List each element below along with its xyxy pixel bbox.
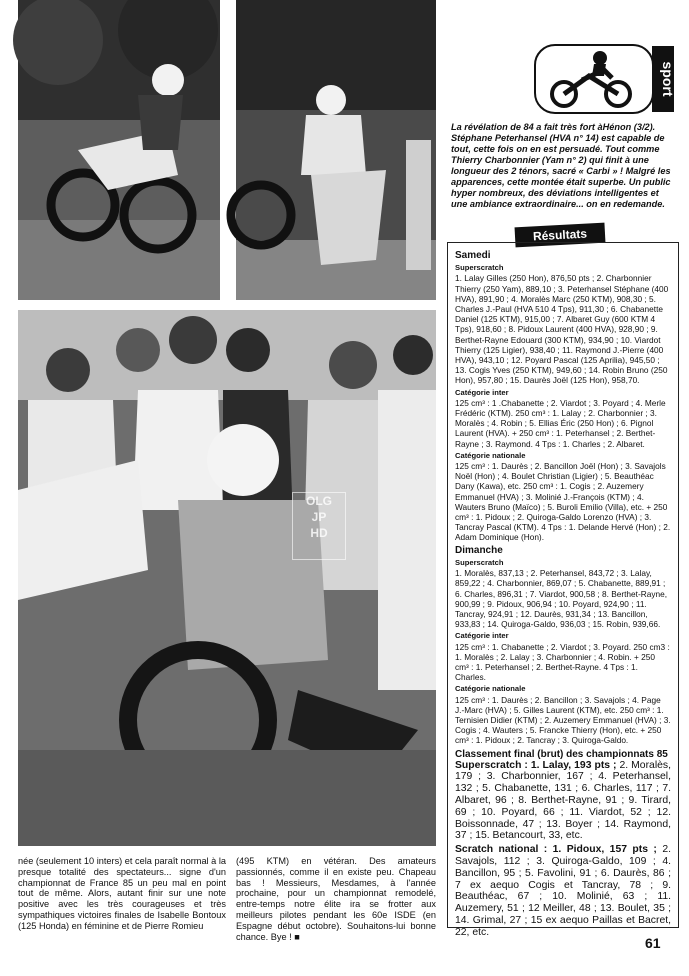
category-label: Superscratch <box>455 557 504 567</box>
category-label: Catégorie nationale <box>455 684 526 694</box>
final-national: Scratch national : 1. Pidoux, 157 pts ; 2. Savajols, 112 ; 3. Quiroga-Galdo, 109 ; 4. Bancillon, 95 ; 5. Favolini, 91 ; 6. Daurès, 86 ; 7 ex aequo Cogis et Tancray, 78 ; 9. Beauthéac, 67 ; 10. Molinié, 63 ; 11. Auzemery, 51 ; 12 Meiller, 48 ; 13. Boulet, 35 ; 14. Grimal, 27 ; 15 ex aequo Paillas et Bacret, 22, etc. <box>455 844 671 938</box>
results-text: 125 cm³ : 1. Chabanette ; 2. Viardot ; 3. Poyard. 250 cm3 : 1. Moralès ; 2. Lalay ; 3. Charbonnier ; 4. Robin. + 250 cm³ : 1. Peterhansel ; 2. Berthet-Rayne. 4 Tps : 1. Charles. <box>455 641 670 683</box>
final-standings-title: Classement final (brut) des championnats 85 <box>455 748 668 760</box>
results-text: 1. Moralès, 837,13 ; 2. Peterhansel, 843,72 ; 3. Lalay, 859,22 ; 4. Charbonnier, 869,07 ; 5. Chabanette, 889,91 ; 6. Charles, 896,31 ; 7. Viardot, 900,58 ; 8. Berthet-Rayne, 900,99 ; 9. Pidoux, 906,94 ; 10. Poyard, 924,90 ; 11. Tancray, 924,91 ; 12. Daurès, 931,34 ; 13. Bancillon, 933,83 ; 14. Quiroga-Galdo, 936,03 ; 15. Robin, 939,66. <box>455 568 668 630</box>
page-number: 61 <box>645 935 661 951</box>
category-label: Catégorie nationale <box>455 450 526 460</box>
final-superscratch: Superscratch : 1. Lalay, 193 pts ; 2. Moralès, 179 ; 3. Charbonnier, 167 ; 4. Peterhansel, 132 ; 5. Chabanette, 131 ; 6. Charles, 117 ; 7. Albaret, 96 ; 8. Berthet-Rayne, 91 ; 9. Tirard, 69 ; 10. Poyard, 66 ; 11. Viardot, 52 ; 12. Boissonnade, 47 ; 13. Boyer ; 14. Raymond, 37 ; 15. Betancourt, 33, etc. <box>455 759 671 842</box>
results-text: 125 cm³ : 1. Daurès ; 2. Bancillon Joël (Hon) ; 3. Savajols Noël (Hon) ; 4. Boulet Christian (Ligier) ; 5. Beauthéac Dany (Kawa), etc. 250 cm³ : 1. Cogis ; 2. Auzemery Emmanuel (HVA) ; 3. Molinié J.-François (KTM) ; 4. Wauters Bruno (Maïco) ; 5. Buroli Emilio (Villa), etc. + 250 cm³ : 1. Pidoux ; 2. Quiroga-Galdo Lorenzo (HVA) ; 3. Tancray Pascal (KTM). 4 Tps : 1. Delande Hervé (Hon) ; 2. Adam Dominique (Hon). <box>455 461 671 543</box>
sport-label: sport <box>660 61 676 97</box>
results-text: 1. Lalay Gilles (250 Hon), 876,50 pts ; 2. Charbonnier Thierry (250 Yam), 889,10 ; 3. Peterhansel Stéphane (400 HVA), 891,90 ; 4. Moralès Marc (250 KTM), 908,30 ; 5. Charles J.-Paul (HVA 510 4 Tps), 911,30 ; 6. Chabanette Daniel (125 KTM), 915,00 ; 7. Albaret Guy (600 KTM 4 Tps), 918,60 ; 8. Pidoux Laurent (400 HVA), 928,90 ; 9. Berthet-Rayne Edouard (300 KTM), 934,90 ; 10. Viardot Thierry (125 Ligier), 938,40 ; 11. Raymond J.-Pierre (400 HVA), 943,10 ; 12. Poyard Pascal (125 Aprilia), 945,50 ; 13. Cogis Yves (250 KTM), 949,60 ; 14. Robin Bruno (250 Hon), 957,80 ; 15. Daurès Joël (125 Hon), 958,70. <box>455 273 669 386</box>
end-mark-icon: ■ <box>294 931 300 942</box>
results-text: 125 cm³ : 1. Daurès ; 2. Bancillon ; 3. Savajols ; 4. Page J.-Marc (HVA) ; 5. Gilles Laurent (KTM), etc. 250 cm³ : 1. Ternisien Didier (KTM) ; 2. Auzemery Emmanuel (HVA) ; 3. Cogis ; 4. Wauters ; 5. Francke Thierry (Hon), etc. + 250 cm³ : 1. Pidoux ; 2. Tancray ; 3. Quiroga-Galdo. <box>455 694 671 746</box>
results-text: 125 cm³ : 1 .Chabanette ; 2. Viardot ; 3. Poyard ; 4. Merle Frédéric (KTM). 250 cm³ : 1. Lalay ; 2. Charbonnier ; 3. Moralès ; 4. Robin ; 5. Ellias Éric (250 Hon) ; 6. Pignol Laurent (HVA). + 250 cm³ : 1. Peterhansel ; 2. Berthet-Rayne ; 3. Raymond. 4 Tps : 1. Charles ; 2. Albaret. <box>455 397 666 449</box>
day-dimanche: Dimanche <box>455 544 503 556</box>
category-label: Superscratch <box>455 263 504 273</box>
photo-caption: La révélation de 84 a fait très fort àHénon (3/2). Stéphane Peterhansel (HVA n° 14) est capable de tout, cette fois on en est persuadé. Tout comme Thierry Charbonnier (Yam n° 2) qui finit à une longueur des 2 ténors, sacré « Carbi » ! Malgré les apparences, cette montée était superbe. Un public hyper nombreux, des déviations intelligentes et une ambiance extraordinaire... on en redemande. <box>451 122 671 209</box>
photo-rider-jump <box>18 0 220 300</box>
watermark: OLG JP HD <box>292 492 346 560</box>
day-samedi: Samedi <box>455 250 491 261</box>
category-label: Catégorie inter <box>455 387 509 397</box>
photo-rider-push <box>236 0 436 300</box>
sport-logo <box>534 44 674 114</box>
category-label: Catégorie inter <box>455 631 509 641</box>
results-title: Résultats <box>515 223 606 248</box>
article-column-2: (495 KTM) en vétéran. Des amateurs passionnés, comme il en existe peu. Chapeau bas ! Messieurs, Mesdames, à l'année prochaine, pour un championnat remodelé, entre-temps notre élite ira se frotter aux meilleurs pilotes pendant les 60e ISDE (en Espagne début octobre). Souhaitons-lui bonne chance. Bye ! ■ <box>236 856 436 942</box>
photo-crowd <box>18 310 436 846</box>
results-box <box>447 242 679 938</box>
article-column-1: née (seulement 10 inters) et cela paraît normal à la presque totalité des spectateurs... signe d'un championnat de France 85 un peu mal en point tout de même. Alors, autant finir sur une note positive avec les très courageuses et très sympathiques victoires finales de Isabelle Bontoux (125 Honda) en féminine et de Pierre Romieu <box>18 856 226 931</box>
